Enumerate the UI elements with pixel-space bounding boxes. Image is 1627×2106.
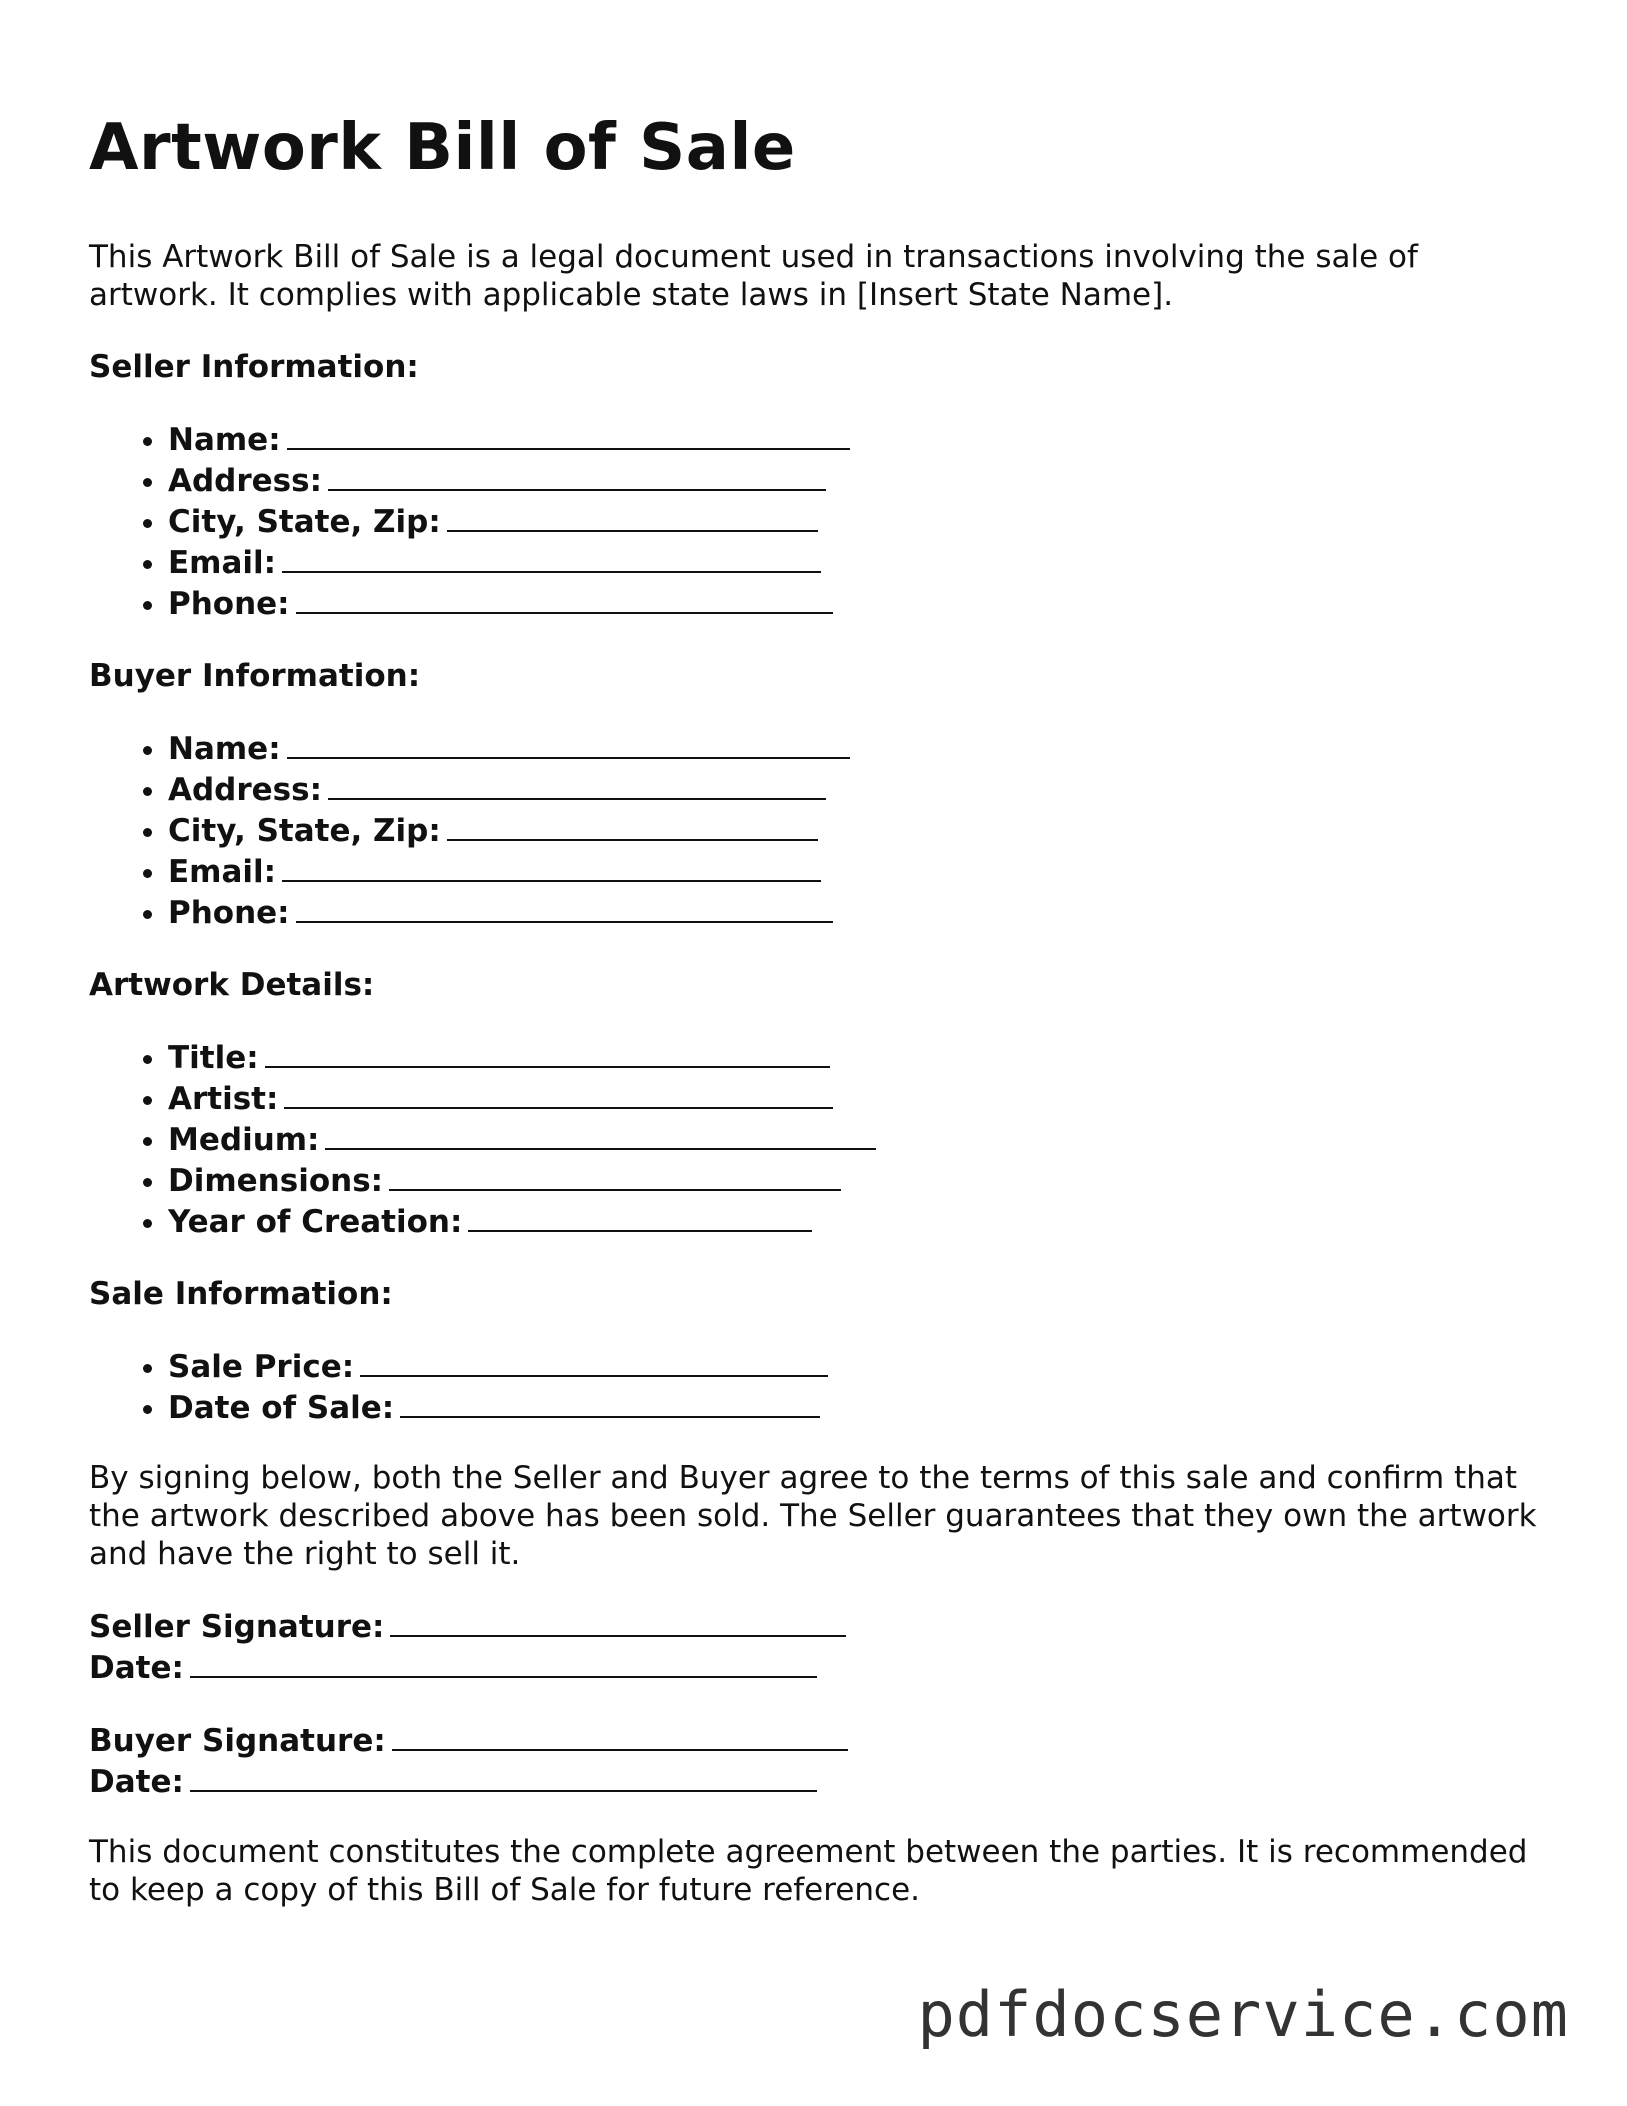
buyer-signature-block	[89, 1719, 1549, 1801]
buyer-fields-list	[89, 727, 1549, 932]
signature-label: Buyer Signature:	[89, 1723, 386, 1759]
blank-line	[282, 541, 821, 573]
field-label: Name:	[168, 422, 281, 458]
blank-line	[265, 1036, 830, 1068]
intro-paragraph: This Artwork Bill of Sale is a legal document used in transactions involving the sale of artwork. It complies with applicable state laws in [Insert State Name].	[89, 239, 1418, 313]
seller-city-state-zip-field	[168, 500, 1549, 541]
date-label: Date:	[89, 1650, 184, 1686]
field-label: Email:	[168, 545, 277, 581]
buyer-address-field	[168, 768, 1549, 809]
field-label: Email:	[168, 854, 277, 890]
date-of-sale-field	[168, 1386, 1549, 1427]
field-label: Medium:	[168, 1122, 320, 1158]
seller-signature-line	[89, 1605, 1549, 1646]
blank-line	[282, 850, 821, 882]
blank-line	[328, 459, 826, 491]
agreement-paragraph: By signing below, both the Seller and Buyer agree to the terms of this sale and confirm that the artwork described above has been sold. The Seller guarantees that they own the artwork and have the right to sell it.	[89, 1460, 1537, 1572]
artwork-artist-field	[168, 1077, 1549, 1118]
buyer-section-heading: Buyer Information:	[89, 658, 421, 694]
field-label: Date of Sale:	[168, 1390, 395, 1426]
field-label: Name:	[168, 731, 281, 767]
field-label: Phone:	[168, 895, 290, 931]
watermark-text: pdfdocservice.com	[917, 1978, 1569, 2051]
signature-label: Seller Signature:	[89, 1609, 385, 1645]
field-label: Sale Price:	[168, 1349, 355, 1385]
sale-price-field	[168, 1345, 1549, 1386]
buyer-city-state-zip-field	[168, 809, 1549, 850]
seller-section-heading: Seller Information:	[89, 349, 419, 385]
seller-date-line	[89, 1646, 1549, 1687]
blank-line	[287, 418, 850, 450]
seller-phone-field	[168, 582, 1549, 623]
seller-signature-block	[89, 1605, 1549, 1687]
blank-line	[190, 1646, 817, 1678]
seller-address-field	[168, 459, 1549, 500]
field-label: Title:	[168, 1040, 259, 1076]
artwork-section-heading: Artwork Details:	[89, 967, 375, 1003]
artwork-medium-field	[168, 1118, 1549, 1159]
blank-line	[296, 582, 833, 614]
buyer-phone-field	[168, 891, 1549, 932]
seller-fields-list	[89, 418, 1549, 623]
buyer-signature-line	[89, 1719, 1549, 1760]
artwork-title-field	[168, 1036, 1549, 1077]
buyer-date-line	[89, 1760, 1549, 1801]
blank-line	[392, 1719, 848, 1751]
seller-name-field	[168, 418, 1549, 459]
blank-line	[328, 768, 826, 800]
document-title: Artwork Bill of Sale	[89, 111, 796, 185]
field-label: City, State, Zip:	[168, 813, 441, 849]
blank-line	[190, 1760, 817, 1792]
blank-line	[468, 1200, 812, 1232]
seller-email-field	[168, 541, 1549, 582]
buyer-email-field	[168, 850, 1549, 891]
blank-line	[325, 1118, 876, 1150]
blank-line	[360, 1345, 828, 1377]
artwork-fields-list	[89, 1036, 1549, 1241]
blank-line	[447, 500, 818, 532]
blank-line	[400, 1386, 820, 1418]
blank-line	[390, 1605, 846, 1637]
blank-line	[296, 891, 833, 923]
field-label: Phone:	[168, 586, 290, 622]
buyer-name-field	[168, 727, 1549, 768]
sale-fields-list	[89, 1345, 1549, 1427]
blank-line	[287, 727, 850, 759]
artwork-dimensions-field	[168, 1159, 1549, 1200]
blank-line	[284, 1077, 833, 1109]
sale-section-heading: Sale Information:	[89, 1276, 393, 1312]
document-page	[89, 110, 1549, 1909]
field-label: Artist:	[168, 1081, 279, 1117]
field-label: Dimensions:	[168, 1163, 384, 1199]
closing-paragraph: This document constitutes the complete agreement between the parties. It is recommended to keep a copy of this Bill of Sale for future reference.	[89, 1834, 1528, 1908]
field-label: City, State, Zip:	[168, 504, 441, 540]
field-label: Address:	[168, 772, 322, 808]
artwork-year-of-creation-field	[168, 1200, 1549, 1241]
date-label: Date:	[89, 1764, 184, 1800]
blank-line	[447, 809, 818, 841]
field-label: Address:	[168, 463, 322, 499]
blank-line	[389, 1159, 841, 1191]
field-label: Year of Creation:	[168, 1204, 463, 1240]
